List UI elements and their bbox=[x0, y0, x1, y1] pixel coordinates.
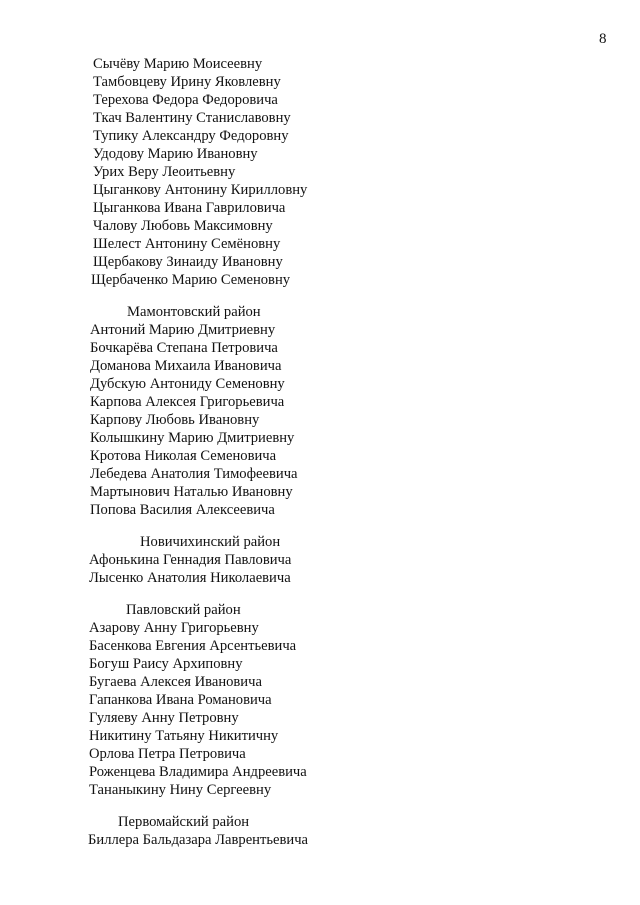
list-item: Колышкину Марию Дмитриевну bbox=[90, 430, 295, 446]
list-item: Бугаева Алексея Ивановича bbox=[89, 674, 262, 690]
list-item: Роженцева Владимира Андреевича bbox=[89, 764, 307, 780]
list-item: Биллера Бальдазара Лаврентьевича bbox=[88, 832, 309, 848]
list-item: Сычёву Марию Моисеевну bbox=[93, 56, 263, 72]
list-item: Цыганкову Антонину Кирилловну bbox=[93, 182, 308, 198]
list-item: Попова Василия Алексеевича bbox=[90, 502, 275, 518]
list-item: Дубскую Антониду Семеновну bbox=[90, 376, 285, 392]
list-item: Щербакову Зинаиду Ивановну bbox=[93, 254, 283, 270]
district-heading: Новичихинский район bbox=[140, 534, 281, 550]
list-item: Тупику Александру Федоровну bbox=[93, 128, 289, 144]
list-item: Тананыкину Нину Сергеевну bbox=[89, 782, 272, 798]
district-heading: Павловский район bbox=[126, 602, 241, 618]
district-section-pervomaisky bbox=[88, 813, 608, 849]
list-item: Басенкова Евгения Арсентьевича bbox=[89, 638, 297, 654]
list-item: Антоний Марию Дмитриевну bbox=[90, 322, 276, 338]
list-item: Терехова Федора Федоровича bbox=[93, 92, 278, 108]
list-item: Урих Веру Леоитьевну bbox=[93, 164, 236, 180]
list-item: Карпова Алексея Григорьевича bbox=[90, 394, 285, 410]
list-item: Лысенко Анатолия Николаевича bbox=[89, 570, 291, 586]
list-item: Гапанкова Ивана Романовича bbox=[89, 692, 272, 708]
district-section-pavlovsky bbox=[88, 601, 608, 799]
list-item: Доманова Михаила Ивановича bbox=[90, 358, 282, 374]
list-item: Ткач Валентину Станиславовну bbox=[93, 110, 291, 126]
page-number: 8 bbox=[599, 31, 607, 47]
list-item: Цыганкова Ивана Гавриловича bbox=[93, 200, 286, 216]
list-item: Гуляеву Анну Петровну bbox=[89, 710, 239, 726]
list-item: Богуш Раису Архиповну bbox=[89, 656, 243, 672]
list-item: Удодову Марию Ивановну bbox=[93, 146, 258, 162]
district-section-novichikhinsky bbox=[88, 533, 608, 587]
list-item: Бочкарёва Степана Петровича bbox=[90, 340, 278, 356]
district-heading: Мамонтовский район bbox=[127, 304, 261, 320]
list-item: Мартынович Наталью Ивановну bbox=[90, 484, 293, 500]
list-item: Карпову Любовь Ивановну bbox=[90, 412, 260, 428]
list-item: Лебедева Анатолия Тимофеевича bbox=[90, 466, 298, 482]
list-item: Орлова Петра Петровича bbox=[89, 746, 246, 762]
list-item: Никитину Татьяну Никитичну bbox=[89, 728, 279, 744]
list-item: Шелест Антонину Семёновну bbox=[93, 236, 281, 252]
list-item: Чалову Любовь Максимовну bbox=[93, 218, 273, 234]
list-item: Афонькина Геннадия Павловича bbox=[89, 552, 292, 568]
list-item: Тамбовцеву Ирину Яковлевну bbox=[93, 74, 281, 90]
district-heading: Первомайский район bbox=[118, 814, 250, 830]
document-body bbox=[88, 55, 608, 849]
name-list-continued bbox=[88, 55, 608, 289]
list-item: Кротова Николая Семеновича bbox=[90, 448, 277, 464]
list-item: Азарову Анну Григорьевну bbox=[89, 620, 259, 636]
list-item: Щербаченко Марию Семеновну bbox=[91, 272, 291, 288]
district-section-mamontovsky bbox=[88, 303, 608, 519]
